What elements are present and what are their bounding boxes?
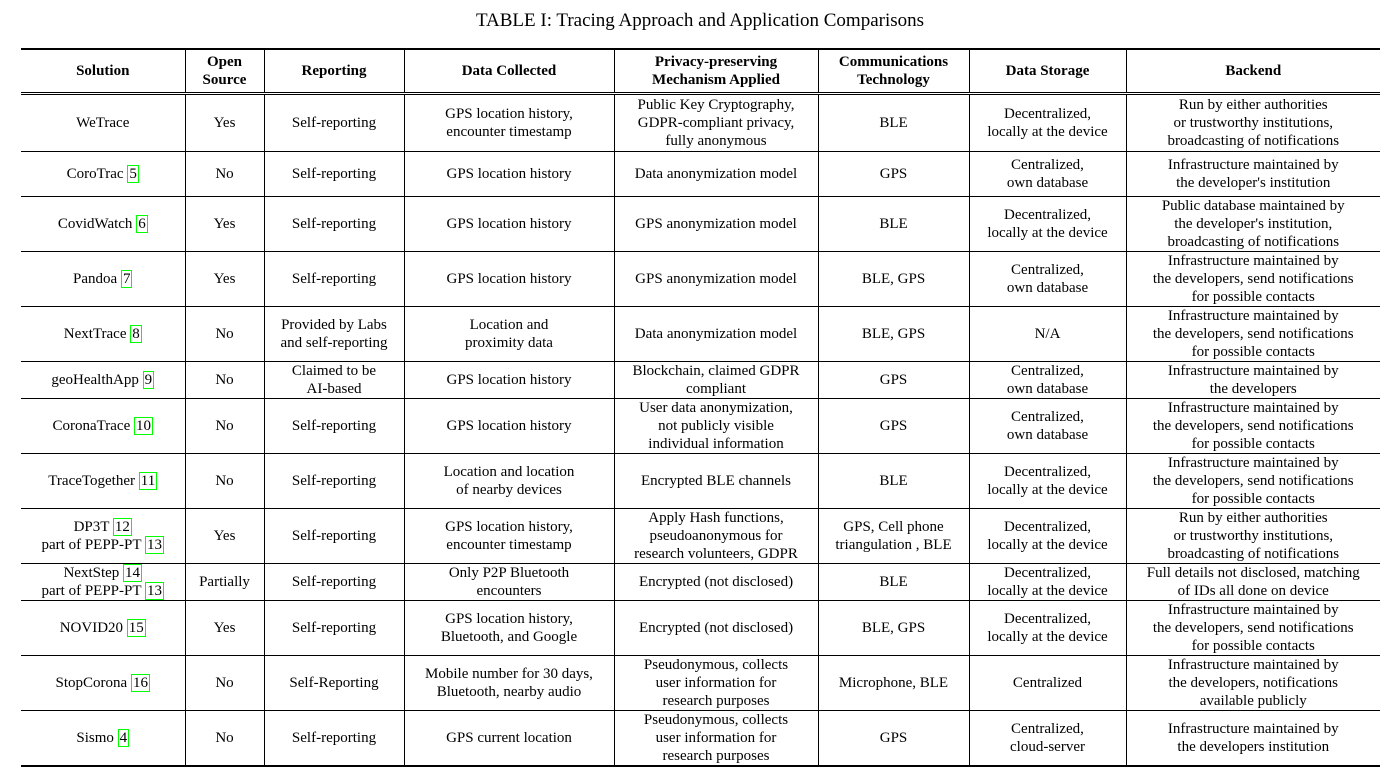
- cell-reporting: [264, 152, 404, 197]
- cell-reporting: [264, 601, 404, 656]
- cell-data-storage-text: Decentralized, locally at the device: [987, 106, 1108, 140]
- cell-backend: [1126, 711, 1380, 767]
- citation-link[interactable]: 13: [146, 537, 162, 553]
- citation-link[interactable]: 13: [146, 583, 162, 599]
- cell-data-collected: [404, 399, 614, 454]
- table-row: [21, 656, 1380, 711]
- cell-data-storage-text: Decentralized, locally at the device: [987, 611, 1108, 645]
- cell-data-collected-text: GPS location history, encounter timestamp: [445, 519, 573, 553]
- solution-name: CovidWatch: [57, 216, 133, 232]
- solution-name: NOVID20: [59, 620, 124, 636]
- cell-data-collected: [404, 564, 614, 601]
- cell-open-source-text: Yes: [213, 528, 236, 544]
- cell-comm-tech: [818, 509, 969, 564]
- cell-backend-text: Run by either authorities or trustworthy institutions, broadcasting of notifications: [1167, 510, 1340, 562]
- cell-data-storage: [969, 601, 1126, 656]
- cell-reporting: [264, 711, 404, 767]
- table-row: [21, 252, 1380, 307]
- cell-data-storage: [969, 252, 1126, 307]
- cell-open-source-text: No: [215, 730, 234, 746]
- cell-data-collected: [404, 509, 614, 564]
- cell-solution: [21, 94, 185, 152]
- cell-solution: [21, 601, 185, 656]
- cell-open-source-text: Yes: [213, 620, 236, 636]
- cell-privacy-text: User data anonymization, not publicly visible individual information: [639, 400, 793, 452]
- cell-privacy-text: Public Key Cryptography, GDPR-compliant privacy, fully anonymous: [637, 97, 795, 149]
- solution-suffix: part of PEPP-PT: [41, 583, 142, 599]
- cell-solution: [21, 399, 185, 454]
- cell-solution: [21, 152, 185, 197]
- cell-reporting-text: Self-reporting: [291, 730, 377, 746]
- cell-open-source: [185, 152, 264, 197]
- cell-backend: [1126, 252, 1380, 307]
- cell-privacy: [614, 94, 818, 152]
- cell-open-source: [185, 362, 264, 399]
- cell-backend-text: Infrastructure maintained by the developers: [1167, 363, 1339, 397]
- cell-backend: [1126, 152, 1380, 197]
- comparison-table: [21, 48, 1380, 767]
- cell-comm-tech: [818, 454, 969, 509]
- cell-reporting-text: Self-reporting: [291, 574, 377, 590]
- table-row: [21, 94, 1380, 152]
- cell-data-collected: [404, 711, 614, 767]
- cell-reporting-text: Claimed to be AI-based: [291, 363, 377, 397]
- solution-name: StopCorona: [55, 675, 128, 691]
- cell-reporting-text: Provided by Labs and self-reporting: [280, 317, 388, 351]
- cell-comm-tech-text: BLE, GPS: [861, 620, 926, 636]
- cell-privacy-text: Pseudonymous, collects user information for research purposes: [643, 657, 789, 709]
- cell-backend-text: Infrastructure maintained by the developers, send notifications for possible contacts: [1152, 308, 1354, 360]
- solution-name: TraceTogether: [48, 473, 135, 489]
- table-body: [21, 94, 1380, 767]
- cell-privacy-text: Apply Hash functions, pseudoanonymous for research volunteers, GDPR: [634, 510, 798, 562]
- solution-name: DP3T: [73, 519, 110, 535]
- cell-open-source-text: No: [215, 166, 234, 182]
- cell-data-storage-text: Centralized, own database: [1006, 409, 1089, 443]
- cell-data-collected-text: GPS location history: [446, 271, 572, 287]
- cell-open-source: [185, 252, 264, 307]
- cell-data-collected: [404, 454, 614, 509]
- solution-name: Sismo: [76, 730, 114, 746]
- citation-link[interactable]: 4: [119, 730, 128, 746]
- cell-data-storage: [969, 711, 1126, 767]
- cell-data-collected-text: GPS location history, encounter timestamp: [445, 106, 573, 140]
- cell-reporting-text: Self-reporting: [291, 271, 377, 287]
- cell-data-storage: [969, 399, 1126, 454]
- cell-reporting: [264, 197, 404, 252]
- citation-link[interactable]: 9: [144, 372, 153, 388]
- cell-privacy-text: Blockchain, claimed GDPR compliant: [632, 363, 800, 397]
- cell-backend: [1126, 454, 1380, 509]
- cell-privacy: [614, 399, 818, 454]
- cell-privacy: [614, 564, 818, 601]
- cell-comm-tech: [818, 152, 969, 197]
- cell-data-storage-text: Decentralized, locally at the device: [987, 207, 1108, 241]
- cell-open-source: [185, 94, 264, 152]
- table-row: [21, 152, 1380, 197]
- cell-data-storage: [969, 454, 1126, 509]
- cell-solution: [21, 362, 185, 399]
- cell-backend-text: Infrastructure maintained by the developers, send notifications for possible contacts: [1152, 253, 1354, 305]
- cell-data-collected-text: GPS location history: [446, 166, 572, 182]
- cell-backend-text: Infrastructure maintained by the developer's institution: [1167, 157, 1339, 191]
- header-privacy: Privacy-preserving Mechanism Applied: [614, 49, 818, 94]
- table-row: [21, 454, 1380, 509]
- cell-open-source: [185, 509, 264, 564]
- cell-comm-tech: [818, 362, 969, 399]
- cell-comm-tech: [818, 307, 969, 362]
- cell-privacy-text: Data anonymization model: [634, 166, 798, 182]
- cell-privacy: [614, 362, 818, 399]
- cell-reporting: [264, 509, 404, 564]
- cell-backend-text: Full details not disclosed, matching of IDs all done on device: [1146, 565, 1360, 599]
- citation-link[interactable]: 10: [136, 418, 151, 434]
- cell-backend: [1126, 601, 1380, 656]
- cell-comm-tech: [818, 252, 969, 307]
- cell-comm-tech: [818, 197, 969, 252]
- solution-name: CoronaTrace: [52, 418, 131, 434]
- cell-comm-tech-text: BLE: [879, 115, 908, 131]
- cell-backend-text: Infrastructure maintained by the developers, send notifications for possible contacts: [1152, 400, 1354, 452]
- cell-data-storage-text: Decentralized, locally at the device: [987, 464, 1108, 498]
- cell-reporting: [264, 564, 404, 601]
- cell-comm-tech-text: Microphone, BLE: [838, 675, 949, 691]
- cell-open-source-text: No: [215, 675, 234, 691]
- solution-suffix: part of PEPP-PT: [41, 537, 142, 553]
- cell-data-collected: [404, 362, 614, 399]
- cell-reporting-text: Self-reporting: [291, 528, 377, 544]
- cell-privacy: [614, 197, 818, 252]
- cell-data-storage-text: Centralized: [1012, 675, 1083, 691]
- table-caption: TABLE I: Tracing Approach and Application Comparisons: [475, 10, 925, 31]
- table-row: [21, 711, 1380, 767]
- cell-data-storage: [969, 509, 1126, 564]
- cell-backend: [1126, 564, 1380, 601]
- cell-data-storage-text: Decentralized, locally at the device: [987, 519, 1108, 553]
- cell-data-collected-text: GPS location history, Bluetooth, and Google: [440, 611, 578, 645]
- cell-comm-tech: [818, 601, 969, 656]
- cell-reporting-text: Self-reporting: [291, 115, 377, 131]
- table-row: [21, 601, 1380, 656]
- cell-backend: [1126, 656, 1380, 711]
- cell-data-storage: [969, 307, 1126, 362]
- cell-open-source-text: Yes: [213, 115, 236, 131]
- cell-comm-tech-text: BLE: [879, 216, 908, 232]
- cell-data-storage-text: N/A: [1034, 326, 1061, 342]
- cell-data-storage: [969, 656, 1126, 711]
- cell-privacy-text: Encrypted (not disclosed): [638, 574, 794, 590]
- header-reporting: Reporting: [264, 49, 404, 94]
- cell-solution: [21, 656, 185, 711]
- cell-solution: [21, 509, 185, 564]
- table-row: [21, 197, 1380, 252]
- cell-privacy: [614, 601, 818, 656]
- cell-open-source: [185, 197, 264, 252]
- cell-data-storage-text: Centralized, cloud-server: [1010, 721, 1085, 755]
- cell-privacy-text: Data anonymization model: [634, 326, 798, 342]
- cell-open-source-text: No: [215, 418, 234, 434]
- cell-reporting-text: Self-reporting: [291, 473, 377, 489]
- cell-comm-tech-text: BLE: [879, 574, 908, 590]
- cell-solution: [21, 252, 185, 307]
- citation-link[interactable]: 14: [125, 565, 141, 581]
- cell-reporting: [264, 399, 404, 454]
- header-backend: Backend: [1126, 49, 1380, 94]
- cell-open-source-text: No: [215, 473, 234, 489]
- cell-solution: [21, 711, 185, 767]
- cell-backend-text: Infrastructure maintained by the developers, notifications available publicly: [1167, 657, 1339, 709]
- cell-solution: [21, 454, 185, 509]
- cell-data-collected-text: GPS current location: [446, 730, 572, 746]
- citation-link[interactable]: 8: [132, 326, 140, 342]
- cell-comm-tech-text: GPS: [879, 730, 908, 746]
- cell-open-source: [185, 711, 264, 767]
- cell-data-storage-text: Centralized, own database: [1006, 262, 1089, 296]
- cell-privacy: [614, 252, 818, 307]
- cell-privacy: [614, 454, 818, 509]
- cell-data-collected: [404, 601, 614, 656]
- cell-backend-text: Infrastructure maintained by the developers, send notifications for possible contacts: [1152, 602, 1354, 654]
- cell-open-source: [185, 454, 264, 509]
- cell-backend-text: Run by either authorities or trustworthy institutions, broadcasting of notifications: [1167, 97, 1340, 149]
- cell-privacy-text: Pseudonymous, collects user information for research purposes: [643, 712, 789, 764]
- header-row: [21, 49, 1380, 94]
- cell-privacy-text: GPS anonymization model: [635, 271, 797, 287]
- cell-comm-tech: [818, 564, 969, 601]
- cell-data-collected: [404, 94, 614, 152]
- cell-privacy-text: Encrypted (not disclosed): [638, 620, 794, 636]
- header-solution: Solution: [21, 49, 185, 94]
- cell-solution: [21, 307, 185, 362]
- solution-name: geoHealthApp: [51, 372, 139, 388]
- cell-data-collected: [404, 252, 614, 307]
- cell-data-collected-text: Mobile number for 30 days, Bluetooth, nearby audio: [425, 666, 593, 700]
- cell-reporting-text: Self-reporting: [291, 418, 377, 434]
- cell-comm-tech-text: GPS: [879, 166, 908, 182]
- cell-reporting-text: Self-Reporting: [289, 675, 379, 691]
- table-row: [21, 399, 1380, 454]
- cell-privacy: [614, 307, 818, 362]
- cell-privacy-text: Encrypted BLE channels: [641, 473, 791, 489]
- cell-open-source: [185, 601, 264, 656]
- cell-backend-text: Infrastructure maintained by the developers institution: [1167, 721, 1339, 755]
- cell-open-source: [185, 564, 264, 601]
- cell-data-collected-text: Only P2P Bluetooth encounters: [448, 565, 570, 599]
- cell-open-source-text: Partially: [199, 574, 250, 590]
- cell-reporting: [264, 252, 404, 307]
- cell-data-collected: [404, 197, 614, 252]
- cell-open-source-text: No: [215, 326, 234, 342]
- cell-open-source: [185, 399, 264, 454]
- cell-backend: [1126, 362, 1380, 399]
- cell-privacy: [614, 711, 818, 767]
- cell-open-source-text: No: [215, 372, 234, 388]
- cell-solution: [21, 564, 185, 601]
- cell-reporting: [264, 94, 404, 152]
- cell-data-collected: [404, 656, 614, 711]
- cell-reporting: [264, 307, 404, 362]
- cell-reporting: [264, 656, 404, 711]
- cell-comm-tech: [818, 711, 969, 767]
- cell-data-collected: [404, 307, 614, 362]
- cell-data-storage: [969, 197, 1126, 252]
- citation-link[interactable]: 5: [129, 166, 137, 182]
- cell-open-source: [185, 656, 264, 711]
- cell-data-collected-text: GPS location history: [446, 372, 572, 388]
- cell-comm-tech: [818, 399, 969, 454]
- solution-name: Pandoa: [73, 271, 118, 287]
- table-row: [21, 362, 1380, 399]
- cell-solution: [21, 197, 185, 252]
- cell-backend: [1126, 307, 1380, 362]
- cell-reporting-text: Self-reporting: [291, 620, 377, 636]
- solution-name: NextStep: [63, 565, 120, 581]
- cell-privacy-text: GPS anonymization model: [635, 216, 797, 232]
- cell-comm-tech-text: BLE: [879, 473, 908, 489]
- table-row: [21, 509, 1380, 564]
- cell-comm-tech-text: BLE, GPS: [861, 326, 926, 342]
- cell-data-storage: [969, 152, 1126, 197]
- cell-data-collected-text: GPS location history: [446, 216, 572, 232]
- cell-comm-tech-text: GPS: [879, 418, 908, 434]
- cell-comm-tech: [818, 656, 969, 711]
- header-comm-tech: Communications Technology: [818, 49, 969, 94]
- cell-open-source-text: Yes: [213, 216, 236, 232]
- cell-data-storage-text: Centralized, own database: [1006, 363, 1089, 397]
- cell-backend: [1126, 197, 1380, 252]
- cell-backend: [1126, 399, 1380, 454]
- cell-data-storage-text: Decentralized, locally at the device: [987, 565, 1108, 599]
- cell-data-storage: [969, 94, 1126, 152]
- cell-privacy: [614, 656, 818, 711]
- header-data-collected: Data Collected: [404, 49, 614, 94]
- header-open-source: Open Source: [185, 49, 264, 94]
- citation-link[interactable]: 16: [132, 675, 148, 691]
- solution-name: NextTrace: [63, 326, 127, 342]
- cell-data-storage-text: Centralized, own database: [1006, 157, 1089, 191]
- cell-open-source: [185, 307, 264, 362]
- cell-data-storage: [969, 362, 1126, 399]
- cell-backend: [1126, 94, 1380, 152]
- cell-reporting-text: Self-reporting: [291, 166, 377, 182]
- citation-link[interactable]: 11: [140, 473, 156, 489]
- solution-name: CoroTrac: [66, 166, 124, 182]
- solution-name: WeTrace: [76, 115, 130, 131]
- table-row: [21, 564, 1380, 601]
- citation-link[interactable]: 7: [122, 271, 131, 287]
- cell-data-collected-text: Location and location of nearby devices: [443, 464, 575, 498]
- cell-comm-tech: [818, 94, 969, 152]
- cell-reporting: [264, 454, 404, 509]
- cell-comm-tech-text: GPS: [879, 372, 908, 388]
- cell-data-storage: [969, 564, 1126, 601]
- cell-backend-text: Public database maintained by the developer's institution, broadcasting of notifications: [1161, 198, 1345, 250]
- citation-link[interactable]: 15: [128, 620, 144, 636]
- header-data-storage: Data Storage: [969, 49, 1126, 94]
- cell-open-source-text: Yes: [213, 271, 236, 287]
- cell-comm-tech-text: GPS, Cell phone triangulation , BLE: [835, 519, 952, 553]
- cell-comm-tech-text: BLE, GPS: [861, 271, 926, 287]
- citation-link[interactable]: 6: [138, 216, 146, 232]
- cell-privacy: [614, 509, 818, 564]
- cell-backend-text: Infrastructure maintained by the developers, send notifications for possible contacts: [1152, 455, 1354, 507]
- cell-data-collected-text: Location and proximity data: [465, 317, 553, 351]
- cell-privacy: [614, 152, 818, 197]
- cell-data-collected-text: GPS location history: [446, 418, 572, 434]
- cell-data-collected: [404, 152, 614, 197]
- cell-backend: [1126, 509, 1380, 564]
- citation-link[interactable]: 12: [114, 519, 130, 535]
- cell-reporting-text: Self-reporting: [291, 216, 377, 232]
- cell-reporting: [264, 362, 404, 399]
- table-row: [21, 307, 1380, 362]
